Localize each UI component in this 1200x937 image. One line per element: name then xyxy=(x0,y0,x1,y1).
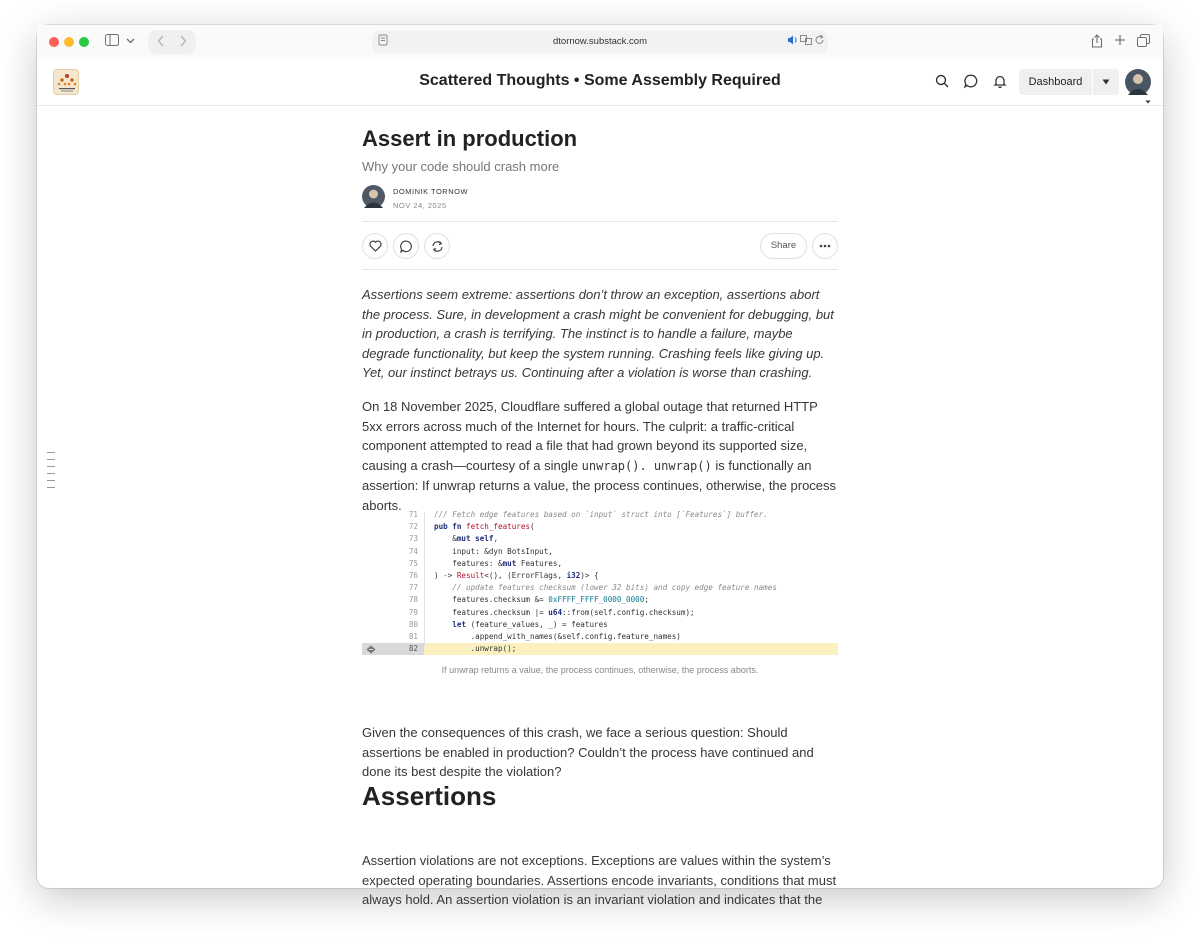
nav-buttons-group xyxy=(148,30,196,54)
section-heading: Assertions xyxy=(362,781,497,811)
paragraph-text: is functionally an assertion: If unwrap returns a value, the process continues, otherwise, the process aborts. xyxy=(362,457,837,513)
site-header xyxy=(37,59,1163,106)
line-number: 71 xyxy=(408,510,418,519)
paragraph-outage xyxy=(362,397,838,516)
paragraph-question: Given the consequences of this crash, we face a serious question: Should assertions be enabled in production? Couldn’t the process have continued and done its best despite the violation? xyxy=(362,725,814,780)
close-window-button[interactable] xyxy=(49,37,59,47)
zoom-window-button[interactable] xyxy=(79,37,89,47)
line-number: 78 xyxy=(408,595,418,605)
chat-icon[interactable] xyxy=(964,74,980,90)
bell-icon[interactable] xyxy=(993,74,1009,90)
table-of-contents-indicator[interactable] xyxy=(47,452,55,494)
figure-caption: If unwrap returns a value, the process continues, otherwise, the process aborts. xyxy=(441,665,759,675)
code-gutter-separator xyxy=(424,512,425,646)
speaker-icon[interactable] xyxy=(787,34,798,50)
comment-icon xyxy=(400,240,413,253)
address-bar[interactable] xyxy=(372,31,828,53)
sidebar-toggle-icon[interactable] xyxy=(105,34,119,50)
share-icon[interactable] xyxy=(1091,34,1103,52)
paragraph-assertions: Assertion violations are not exceptions. Exceptions are values within the system’s expected operating boundaries. Assertions encode invariants, conditions that must always hold. An assertion violation is an invariant violation and indicates that the xyxy=(362,853,837,908)
code-figure[interactable] xyxy=(362,509,838,659)
code-line: 71 /// Fetch edge features based on `input` struct into [`Features`] buffer. xyxy=(362,509,838,521)
tab-overview-icon[interactable] xyxy=(1137,34,1150,51)
like-button[interactable] xyxy=(362,233,388,259)
code-line: 76 ) -> Result<(), (ErrorFlags, i32)> { xyxy=(362,570,838,582)
line-number: 79 xyxy=(408,607,418,617)
author-avatar[interactable] xyxy=(362,185,385,208)
new-tab-icon[interactable] xyxy=(1114,34,1126,50)
line-number: 80 xyxy=(408,619,418,629)
code-line: 79 features.checksum |= u64::from(self.config.checksum); xyxy=(362,607,838,619)
minimize-window-button[interactable] xyxy=(64,37,74,47)
caret-down-icon xyxy=(1102,79,1110,85)
browser-toolbar xyxy=(37,25,1163,59)
chevron-down-icon[interactable] xyxy=(126,34,135,50)
code-line: 78 features.checksum &= 0xFFFF_FFFF_0000_0000; xyxy=(362,594,838,606)
author-name[interactable]: DOMINIK TORNOW xyxy=(393,187,469,196)
restack-button[interactable] xyxy=(424,233,450,259)
ellipsis-icon xyxy=(819,244,831,248)
code-line: 81 .append_with_names(&self.config.feature_names) xyxy=(362,631,838,643)
inline-code: unwrap(). unwrap() xyxy=(581,458,712,473)
line-number: 74 xyxy=(408,546,418,556)
line-number: 76 xyxy=(408,571,418,580)
site-title[interactable]: Scattered Thoughts • Some Assembly Required xyxy=(419,72,781,89)
line-number: 82 xyxy=(362,643,424,655)
divider xyxy=(362,221,838,222)
translate-icon[interactable] xyxy=(800,34,812,50)
more-options-button[interactable] xyxy=(812,233,838,259)
divider xyxy=(362,269,838,270)
line-number: 72 xyxy=(408,522,418,532)
restack-icon xyxy=(431,240,444,253)
code-line: 75 features: &mut Features, xyxy=(362,558,838,570)
dashboard-button[interactable]: Dashboard xyxy=(1019,69,1092,95)
browser-window xyxy=(37,25,1163,908)
line-number: 77 xyxy=(408,583,418,593)
search-icon[interactable] xyxy=(935,74,951,90)
line-number: 73 xyxy=(408,534,418,544)
code-line: 73 &mut self, xyxy=(362,533,838,545)
url-text: dtornow.substack.com xyxy=(553,36,647,47)
back-icon[interactable] xyxy=(156,34,166,52)
line-number: 75 xyxy=(408,558,418,568)
post-title: Assert in production xyxy=(362,126,578,151)
forward-icon[interactable] xyxy=(178,34,188,52)
post-subtitle: Why your code should crash more xyxy=(362,159,560,174)
breakpoint-icon xyxy=(366,645,376,654)
post-date: NOV 24, 2025 xyxy=(393,201,447,210)
code-line: 72 pub fn fetch_features( xyxy=(362,521,838,533)
code-line: 77 // update features checksum (lower 32 bits) and copy edge feature names xyxy=(362,582,838,594)
paragraph-text: On 18 November 2025, Cloudflare suffered a global outage that returned HTTP 5xx errors across much of the Internet for hours. The culprit: a traffic-critical component attempted to read a file that had grown beyond its supported size, causing a crash—courtesy of a single xyxy=(362,399,818,473)
line-number: 81 xyxy=(408,632,418,641)
account-chevron-icon[interactable] xyxy=(1145,91,1151,109)
dashboard-menu-button[interactable] xyxy=(1093,69,1119,95)
code-line: 80 let (feature_values, _) = features xyxy=(362,619,838,631)
heart-icon xyxy=(369,240,382,252)
reload-icon[interactable] xyxy=(814,34,825,50)
comment-button[interactable] xyxy=(393,233,419,259)
code-line: 74 input: &dyn BotsInput, xyxy=(362,546,838,558)
intro-paragraph: Assertions seem extreme: assertions don’t throw an exception, assertions abort the process. Sure, in development a crash might be convenient for debugging, but in production, a crash is terrifying. The instinct is to handle a failure, maybe degrade functionality, but keep the system running. Crashing feels like giving up. Yet, our instinct betrays us. Continuing after a violation is worse than crashing. xyxy=(362,287,834,381)
share-button[interactable]: Share xyxy=(760,233,807,259)
code-line-highlighted: 82 .unwrap(); xyxy=(362,643,838,655)
